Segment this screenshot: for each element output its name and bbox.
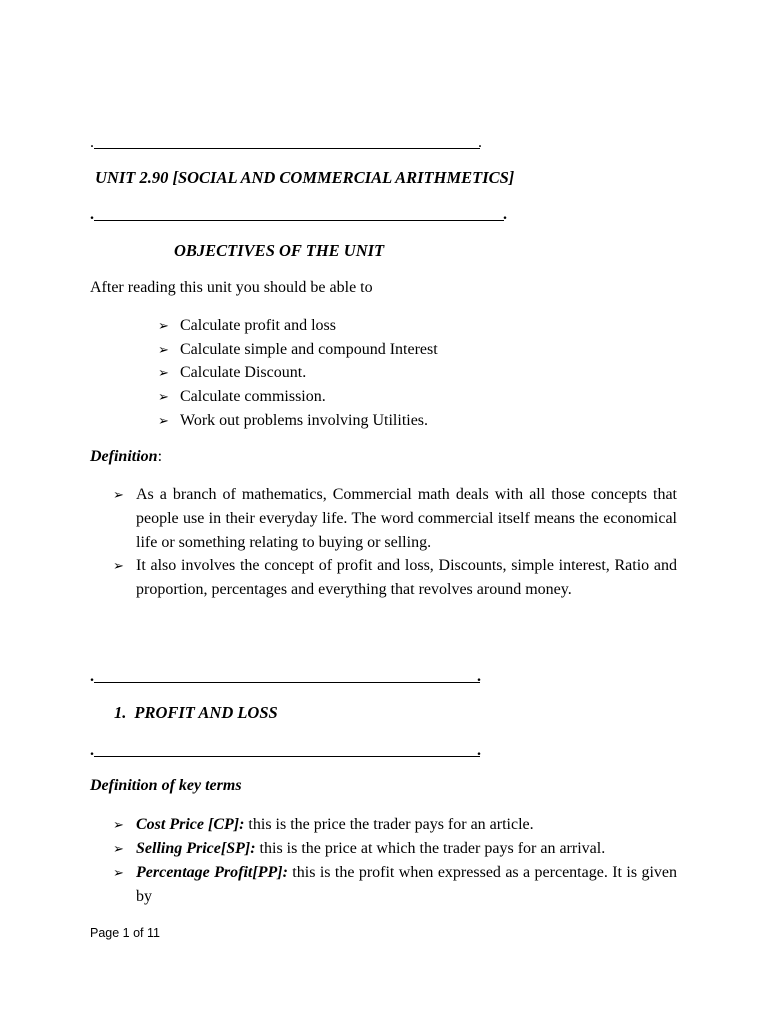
section-title: PROFIT AND LOSS bbox=[134, 703, 278, 722]
objective-text: Calculate Discount. bbox=[180, 364, 307, 381]
section-number: 1. bbox=[114, 703, 127, 722]
objective-text: Calculate profit and loss bbox=[180, 317, 336, 334]
separator-rule bbox=[94, 148, 480, 149]
definition-paragraph: It also involves the concept of profit and loss, Discounts, simple interest, Ratio and proportion, percentages and everything that revolves around money. bbox=[136, 557, 677, 598]
list-item bbox=[158, 385, 326, 409]
separator-dot-left: . bbox=[90, 742, 94, 759]
key-term-item bbox=[136, 837, 677, 861]
section-heading bbox=[114, 703, 278, 723]
separator-dot-right: . bbox=[477, 668, 481, 685]
arrow-bullet-icon: ➢ bbox=[113, 488, 124, 503]
separator-dot-left: . bbox=[90, 134, 94, 151]
key-term-item bbox=[136, 813, 677, 837]
separator-rule bbox=[94, 220, 504, 221]
list-item bbox=[158, 409, 428, 433]
definition-heading bbox=[90, 448, 162, 466]
unit-title: UNIT 2.90 [SOCIAL AND COMMERCIAL ARITHMETICS] bbox=[95, 168, 515, 187]
definition-label: Definition bbox=[90, 448, 158, 465]
key-term-label: Percentage Profit[PP]: bbox=[136, 864, 288, 881]
arrow-bullet-icon: ➢ bbox=[158, 390, 169, 405]
intro-text: After reading this unit you should be able to bbox=[90, 279, 373, 296]
arrow-bullet-icon: ➢ bbox=[158, 319, 169, 334]
arrow-bullet-icon: ➢ bbox=[113, 842, 124, 857]
arrow-bullet-icon: ➢ bbox=[113, 559, 124, 574]
key-term-text: this is the price at which the trader pays for an arrival. bbox=[255, 840, 606, 857]
separator-dot-left: . bbox=[90, 206, 94, 223]
page-footer: Page 1 of 11 bbox=[90, 926, 160, 940]
separator-rule bbox=[94, 682, 480, 683]
key-terms-heading: Definition of key terms bbox=[90, 777, 242, 794]
key-term-item bbox=[136, 861, 677, 909]
definition-colon: : bbox=[157, 448, 163, 465]
objective-text: Calculate commission. bbox=[180, 388, 326, 405]
key-term-label: Selling Price[SP]: bbox=[136, 840, 256, 857]
list-item bbox=[158, 361, 306, 385]
separator-dot-right: . bbox=[503, 206, 507, 223]
separator-dot-right: . bbox=[478, 134, 482, 151]
separator-dot-left: . bbox=[90, 668, 94, 685]
arrow-bullet-icon: ➢ bbox=[158, 414, 169, 429]
separator-dot-right: . bbox=[477, 742, 481, 759]
objective-text: Work out problems involving Utilities. bbox=[180, 412, 429, 429]
arrow-bullet-icon: ➢ bbox=[158, 343, 169, 358]
arrow-bullet-icon: ➢ bbox=[113, 866, 124, 881]
objectives-heading: OBJECTIVES OF THE UNIT bbox=[174, 241, 385, 260]
arrow-bullet-icon: ➢ bbox=[158, 366, 169, 381]
key-term-text: this is the profit when expressed as a percentage. It is given by bbox=[136, 864, 678, 905]
separator-rule bbox=[94, 756, 480, 757]
arrow-bullet-icon: ➢ bbox=[113, 818, 124, 833]
list-item bbox=[158, 338, 438, 362]
key-term-text: this is the price the trader pays for an article. bbox=[244, 816, 534, 833]
list-item bbox=[158, 314, 336, 338]
definition-paragraph: As a branch of mathematics, Commercial math deals with all those concepts that people use in their everyday life. The word commercial itself means the economical life or something relating to buying or selling. bbox=[136, 486, 677, 551]
objective-text: Calculate simple and compound Interest bbox=[180, 341, 438, 358]
key-term-label: Cost Price [CP]: bbox=[136, 816, 245, 833]
